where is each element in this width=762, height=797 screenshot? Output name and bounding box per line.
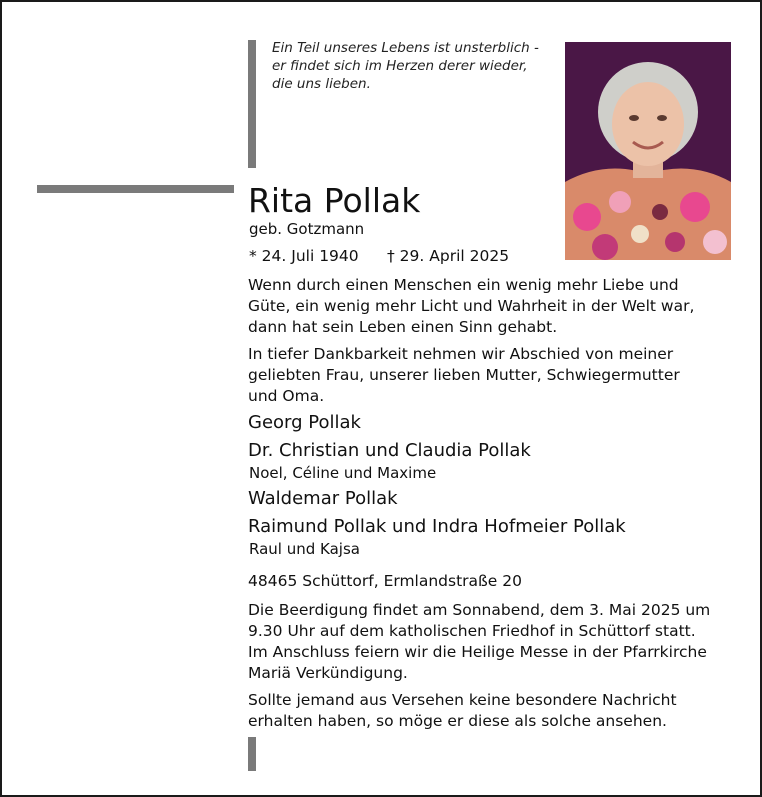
funeral-line: Die Beerdigung findet am Sonnabend, dem 3. Mai 2025 um [248,601,711,619]
poem-line: Güte, ein wenig mehr Licht und Wahrheit in der Welt war, [248,297,695,315]
quote-line: er findet sich im Herzen derer wieder, [272,58,528,74]
funeral-line: 9.30 Uhr auf dem katholischen Friedhof in Schüttorf statt. [248,622,696,640]
birth-date: * 24. Juli 1940 [249,247,359,265]
funeral-line: Mariä Verkündigung. [248,664,408,682]
farewell-text [248,344,748,407]
notice-line: Sollte jemand aus Versehen keine besondere Nachricht [248,691,677,709]
mourner-children: Noel, Céline und Maxime [249,464,437,482]
decorative-bar-left [37,185,234,193]
birth-name: geb. Gotzmann [249,220,365,238]
portrait-photo [565,42,731,260]
notice-line: erhalten haben, so möge er diese als solche ansehen. [248,712,667,730]
life-dates [249,246,510,266]
quote-line: Ein Teil unseres Lebens ist unsterblich - [272,40,539,56]
notice-text [248,690,748,732]
quote-line: die uns lieben. [272,76,371,92]
poem-line: dann hat sein Leben einen Sinn gehabt. [248,318,558,336]
mourner-name: Georg Pollak [248,412,361,433]
poem-line: Wenn durch einen Menschen ein wenig mehr Liebe und [248,276,679,294]
mourner-children: Raul und Kajsa [249,540,360,558]
farewell-line: geliebten Frau, unserer lieben Mutter, Schwiegermutter [248,366,680,384]
address-line: 48465 Schüttorf, Ermlandstraße 20 [248,572,522,590]
poem-text [248,275,748,338]
farewell-line: und Oma. [248,387,325,405]
deceased-name: Rita Pollak [248,181,421,220]
portrait-illustration [565,42,731,260]
funeral-info [248,600,748,684]
decorative-bar-top [248,40,256,168]
memorial-quote [272,39,562,93]
mourner-name: Raimund Pollak und Indra Hofmeier Pollak [248,516,626,537]
address [248,571,748,592]
farewell-line: In tiefer Dankbarkeit nehmen wir Abschied von meiner [248,345,674,363]
funeral-line: Im Anschluss feiern wir die Heilige Messe in der Pfarrkirche [248,643,707,661]
death-date: † 29. April 2025 [387,247,510,265]
mourner-name: Waldemar Pollak [248,488,398,509]
mourner-name: Dr. Christian und Claudia Pollak [248,440,531,461]
decorative-bar-bottom [248,737,256,771]
